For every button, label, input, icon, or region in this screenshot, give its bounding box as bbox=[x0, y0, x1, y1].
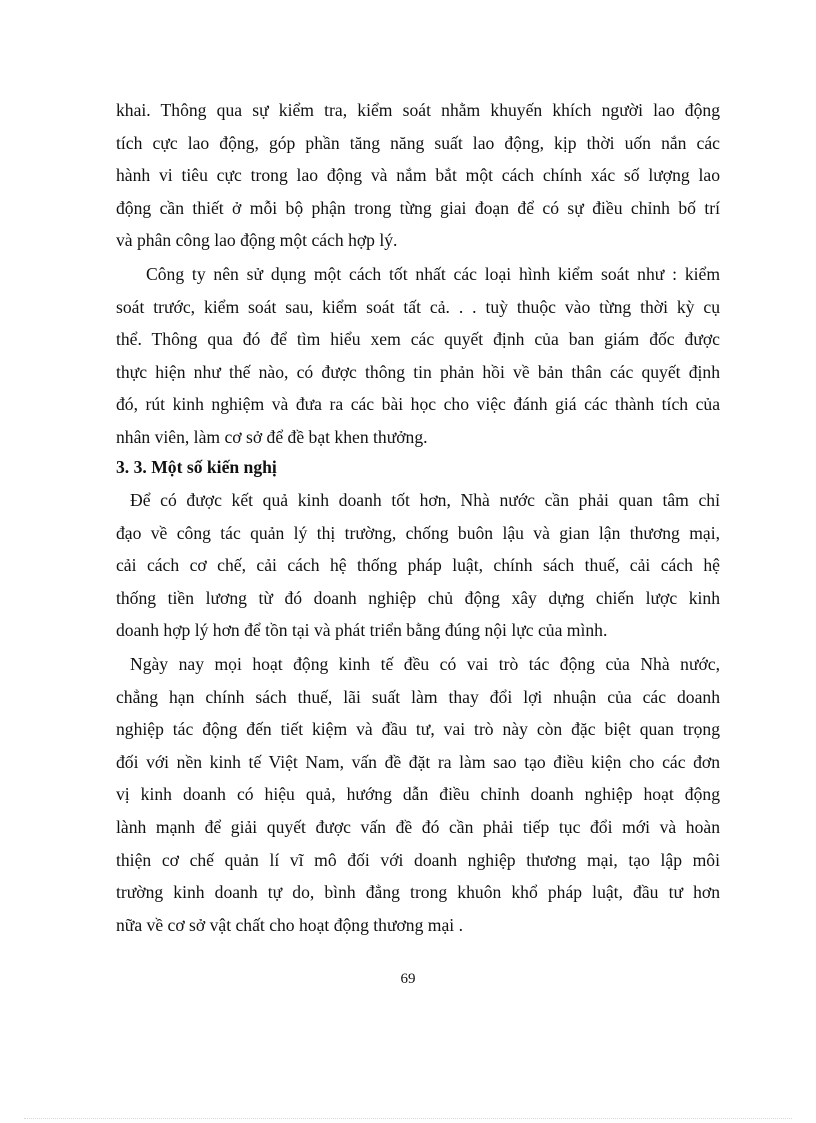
section-heading: 3. 3. Một số kiến nghị bbox=[116, 457, 277, 477]
text-line: cải cách cơ chế, cải cách hệ thống pháp luật, chính sách thuế, cải cách hệ bbox=[116, 555, 720, 576]
paragraph-3 bbox=[116, 484, 720, 647]
page-number: 69 bbox=[400, 971, 416, 987]
text-line: đạo về công tác quản lý thị trường, chống buôn lậu và gian lận thương mại, bbox=[116, 522, 720, 543]
text-line: khai. Thông qua sự kiểm tra, kiểm soát nhằm khuyến khích người lao động bbox=[116, 100, 720, 120]
footer-divider bbox=[24, 1118, 792, 1119]
text-line: thống tiền lương từ đó doanh nghiệp chủ động xây dựng chiến lược kinh bbox=[116, 587, 720, 608]
paragraph-2 bbox=[116, 258, 720, 454]
text-line: chẳng hạn chính sách thuế, lãi suất làm thay đổi lợi nhuận của các doanh bbox=[116, 686, 720, 707]
text-line: vị kinh doanh có hiệu quả, hướng dẫn điều chỉnh doanh nghiệp hoạt động bbox=[116, 784, 720, 805]
text-line: soát trước, kiểm soát sau, kiểm soát tất cả. . . tuỳ thuộc vào từng thời kỳ cụ bbox=[116, 296, 720, 317]
text-line: nhân viên, làm cơ sở để đề bạt khen thưởng. bbox=[116, 426, 428, 447]
text-line: tích cực lao động, góp phần tăng năng suất lao động, kịp thời uốn nắn các bbox=[116, 132, 720, 153]
text-line: nghiệp tác động đến tiết kiệm và đầu tư, vai trò này còn đặc biệt quan trọng bbox=[116, 719, 720, 740]
text-line: Ngày nay mọi hoạt động kinh tế đều có vai trò tác động của Nhà nước, bbox=[130, 654, 720, 674]
text-line: lành mạnh để giải quyết được vấn đề đó cần phải tiếp tục đổi mới và hoàn bbox=[116, 816, 720, 837]
text-line: Để có được kết quả kinh doanh tốt hơn, Nhà nước cần phải quan tâm chỉ bbox=[130, 490, 720, 510]
text-line: đó, rút kinh nghiệm và đưa ra các bài học cho việc đánh giá các thành tích của bbox=[116, 394, 720, 415]
paragraph-1 bbox=[116, 94, 720, 257]
text-line: thực hiện như thế nào, có được thông tin phản hồi về bản thân các quyết định bbox=[116, 361, 720, 382]
paragraph-4 bbox=[116, 648, 720, 941]
text-line: đối với nền kinh tế Việt Nam, vấn đề đặt ra làm sao tạo điều kiện cho các đơn bbox=[116, 751, 720, 772]
text-line: thiện cơ chế quản lí vĩ mô đối với doanh nghiệp thương mại, tạo lập môi bbox=[116, 849, 720, 870]
text-line: trường kinh doanh tự do, bình đẳng trong khuôn khổ pháp luật, đầu tư hơn bbox=[116, 882, 720, 903]
text-line: động cần thiết ở mỗi bộ phận trong từng giai đoạn để có sự điều chỉnh bố trí bbox=[116, 197, 720, 218]
text-line: hành vi tiêu cực trong lao động và nắm bắt một cách chính xác số lượng lao bbox=[116, 165, 720, 186]
text-line: thể. Thông qua đó để tìm hiểu xem các quyết định của ban giám đốc được bbox=[116, 329, 720, 350]
text-line: nữa về cơ sở vật chất cho hoạt động thương mại . bbox=[116, 914, 463, 935]
section-heading-block bbox=[116, 451, 720, 484]
text-line: doanh hợp lý hơn để tồn tại và phát triển bằng đúng nội lực của mình. bbox=[116, 620, 608, 641]
text-line: Công ty nên sử dụng một cách tốt nhất các loại hình kiểm soát như : kiểm bbox=[146, 264, 720, 284]
text-line: và phân công lao động một cách hợp lý. bbox=[116, 230, 398, 251]
